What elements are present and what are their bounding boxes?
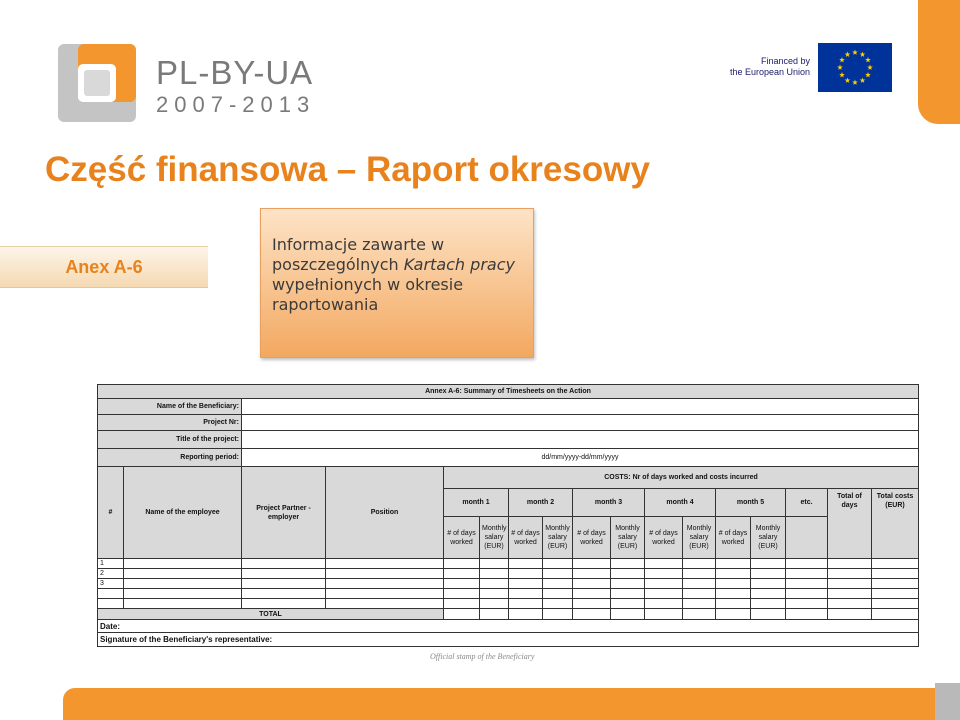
table-cell[interactable] [444, 599, 480, 609]
table-cell[interactable] [543, 589, 573, 599]
timesheet-summary-table [97, 384, 919, 647]
table-cell[interactable] [751, 569, 786, 579]
total-cell[interactable] [828, 609, 872, 620]
m2-salary-header: Monthly salary (EUR) [543, 517, 573, 559]
table-cell[interactable] [683, 599, 716, 609]
row-number: 2 [98, 569, 124, 579]
table-cell[interactable] [828, 569, 872, 579]
total-costs-header: Total costs (EUR) [872, 489, 919, 559]
info-callout [260, 208, 534, 358]
table-cell[interactable] [242, 569, 326, 579]
table-cell[interactable] [480, 579, 509, 589]
signature-field[interactable]: Signature of the Beneficiary's representative: [98, 633, 919, 647]
table-cell[interactable] [751, 599, 786, 609]
table-cell[interactable] [611, 569, 645, 579]
eu-line-1: Financed by [760, 56, 810, 66]
table-cell[interactable] [573, 589, 611, 599]
col-num-header: # [98, 467, 124, 559]
table-cell[interactable] [326, 569, 444, 579]
sheet-title: Annex A-6: Summary of Timesheets on the Action [98, 385, 919, 399]
table-cell[interactable] [242, 559, 326, 569]
table-cell[interactable] [444, 579, 480, 589]
table-cell[interactable] [509, 589, 543, 599]
table-cell[interactable] [786, 569, 828, 579]
table-cell[interactable] [872, 569, 919, 579]
table-cell[interactable] [326, 599, 444, 609]
table-cell[interactable] [786, 589, 828, 599]
logo-name: PL-BY-UA [156, 54, 314, 91]
m1-salary-header: Monthly salary (EUR) [480, 517, 509, 559]
total-cell[interactable] [509, 609, 543, 620]
table-cell[interactable] [645, 589, 683, 599]
m4-days-header: # of days worked [645, 517, 683, 559]
table-cell[interactable] [573, 559, 611, 569]
table-cell[interactable] [326, 589, 444, 599]
table-cell[interactable] [480, 569, 509, 579]
info-text-1: Informacje zawarte w poszczególnych [272, 235, 445, 274]
beneficiary-label: Name of the Beneficiary: [98, 399, 242, 415]
table-cell[interactable] [872, 599, 919, 609]
eu-flag-icon [818, 43, 892, 92]
table-cell[interactable] [786, 559, 828, 569]
table-cell[interactable] [444, 559, 480, 569]
project-nr-field[interactable] [242, 415, 919, 431]
period-label: Reporting period: [98, 449, 242, 467]
logo-icon [58, 44, 136, 122]
row-number [98, 589, 124, 599]
etc-header: etc. [786, 489, 828, 517]
table-cell[interactable] [480, 599, 509, 609]
table-row [98, 599, 919, 609]
col-employee-header: Name of the employee [124, 467, 242, 559]
total-cell[interactable] [573, 609, 611, 620]
table-cell[interactable] [716, 589, 751, 599]
table-cell[interactable] [751, 589, 786, 599]
table-cell[interactable] [683, 559, 716, 569]
total-cell[interactable] [645, 609, 683, 620]
page-title: Część finansowa – Raport okresowy [45, 150, 650, 189]
info-text-2: wypełnionych w okresie raportowania [272, 275, 464, 314]
table-cell[interactable] [124, 589, 242, 599]
table-row [98, 589, 919, 599]
total-cell[interactable] [872, 609, 919, 620]
m5-salary-header: Monthly salary (EUR) [751, 517, 786, 559]
table-cell[interactable] [326, 559, 444, 569]
table-cell[interactable] [645, 559, 683, 569]
table-cell[interactable] [444, 569, 480, 579]
table-cell[interactable] [716, 559, 751, 569]
annex-label: Anex A-6 [0, 246, 208, 288]
table-cell[interactable] [828, 579, 872, 589]
table-cell[interactable] [480, 559, 509, 569]
table-cell[interactable] [645, 579, 683, 589]
corner-tab [918, 0, 960, 124]
table-cell[interactable] [242, 589, 326, 599]
table-cell[interactable] [242, 579, 326, 589]
table-cell[interactable] [543, 579, 573, 589]
total-cell[interactable] [611, 609, 645, 620]
eu-line-2: the European Union [729, 67, 810, 77]
table-cell[interactable] [573, 579, 611, 589]
info-italic-1: Kartach pracy [403, 255, 515, 274]
table-cell[interactable] [645, 569, 683, 579]
bottom-corner [935, 683, 960, 720]
table-row [98, 579, 919, 589]
m2-days-header: # of days worked [509, 517, 543, 559]
table-cell[interactable] [124, 579, 242, 589]
table-cell[interactable] [124, 599, 242, 609]
date-field[interactable]: Date: [98, 620, 919, 633]
total-cell[interactable] [751, 609, 786, 620]
m3-salary-header: Monthly salary (EUR) [611, 517, 645, 559]
table-cell[interactable] [611, 559, 645, 569]
etc-sub-header [786, 517, 828, 559]
project-title-field[interactable] [242, 431, 919, 449]
table-cell[interactable] [509, 569, 543, 579]
costs-header: COSTS: Nr of days worked and costs incurred [444, 467, 919, 489]
table-cell[interactable] [509, 599, 543, 609]
table-row [98, 559, 919, 569]
table-cell[interactable] [786, 579, 828, 589]
table-cell[interactable] [751, 559, 786, 569]
period-field[interactable]: dd/mm/yyyy-dd/mm/yyyy [242, 449, 919, 467]
m5-days-header: # of days worked [716, 517, 751, 559]
row-number: 3 [98, 579, 124, 589]
project-title-label: Title of the project: [98, 431, 242, 449]
table-cell[interactable] [828, 599, 872, 609]
table-cell[interactable] [611, 599, 645, 609]
table-cell[interactable] [683, 589, 716, 599]
table-cell[interactable] [828, 559, 872, 569]
table-cell[interactable] [124, 559, 242, 569]
table-cell[interactable] [573, 569, 611, 579]
total-cell[interactable] [543, 609, 573, 620]
table-cell[interactable] [543, 599, 573, 609]
m4-salary-header: Monthly salary (EUR) [683, 517, 716, 559]
table-cell[interactable] [444, 589, 480, 599]
total-days-header: Total of days [828, 489, 872, 559]
total-label: TOTAL [98, 609, 444, 620]
stamp-caption: Official stamp of the Beneficiary [430, 652, 535, 661]
total-cell[interactable] [683, 609, 716, 620]
total-cell[interactable] [786, 609, 828, 620]
col-position-header: Position [326, 467, 444, 559]
month-1-header: month 1 [444, 489, 509, 517]
m1-days-header: # of days worked [444, 517, 480, 559]
table-cell[interactable] [683, 569, 716, 579]
project-nr-label: Project Nr: [98, 415, 242, 431]
table-cell[interactable] [872, 559, 919, 569]
logo-wordmark [156, 56, 315, 118]
table-cell[interactable] [124, 569, 242, 579]
total-cell[interactable] [480, 609, 509, 620]
logo-years: 2007-2013 [156, 92, 316, 117]
row-number [98, 599, 124, 609]
table-cell[interactable] [611, 579, 645, 589]
table-cell[interactable] [573, 599, 611, 609]
bottom-bar [63, 688, 935, 720]
table-cell[interactable] [872, 589, 919, 599]
total-cell[interactable] [444, 609, 480, 620]
table-row [98, 569, 919, 579]
table-cell[interactable] [509, 559, 543, 569]
table-cell[interactable] [716, 579, 751, 589]
table-cell[interactable] [786, 599, 828, 609]
m3-days-header: # of days worked [573, 517, 611, 559]
table-cell[interactable] [716, 569, 751, 579]
eu-financing-note [720, 56, 810, 78]
month-4-header: month 4 [645, 489, 716, 517]
table-cell[interactable] [543, 559, 573, 569]
row-number: 1 [98, 559, 124, 569]
total-cell[interactable] [716, 609, 751, 620]
table-cell[interactable] [509, 579, 543, 589]
col-partner-header: Project Partner - employer [242, 467, 326, 559]
beneficiary-field[interactable] [242, 399, 919, 415]
table-cell[interactable] [645, 599, 683, 609]
table-cell[interactable] [828, 589, 872, 599]
table-cell[interactable] [543, 569, 573, 579]
table-cell[interactable] [751, 579, 786, 589]
table-cell[interactable] [242, 599, 326, 609]
table-cell[interactable] [611, 589, 645, 599]
month-5-header: month 5 [716, 489, 786, 517]
table-cell[interactable] [872, 579, 919, 589]
table-cell[interactable] [683, 579, 716, 589]
month-3-header: month 3 [573, 489, 645, 517]
month-2-header: month 2 [509, 489, 573, 517]
table-cell[interactable] [716, 599, 751, 609]
table-cell[interactable] [480, 589, 509, 599]
table-cell[interactable] [326, 579, 444, 589]
